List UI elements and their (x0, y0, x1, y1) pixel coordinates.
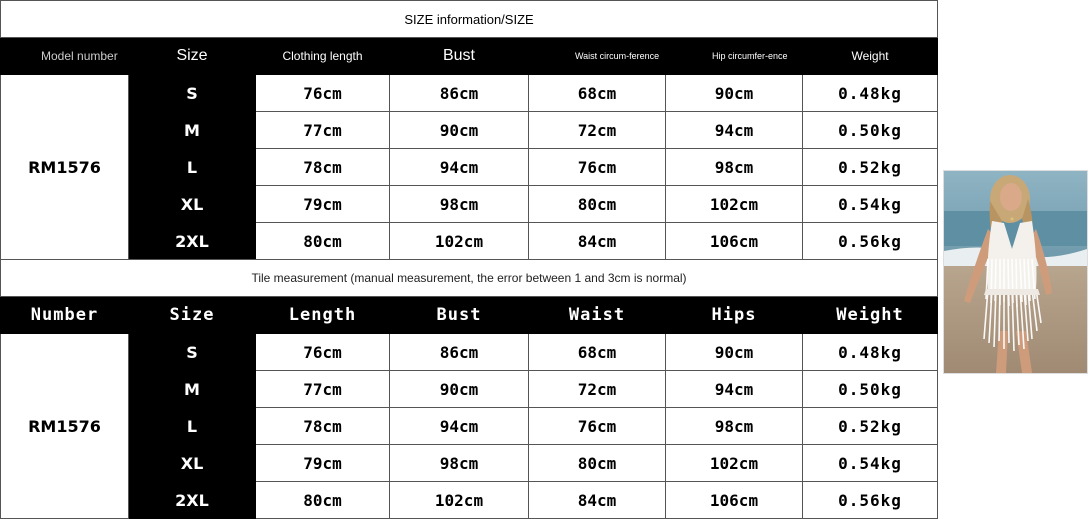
waist-cell: 72cm (529, 371, 666, 408)
waist-cell: 72cm (529, 112, 666, 149)
length-cell: 78cm (256, 408, 390, 445)
table-row (1, 445, 938, 482)
length-cell: 77cm (256, 371, 390, 408)
hip-cell: 102cm (666, 186, 803, 223)
product-photo (943, 170, 1088, 374)
waist-cell: 84cm (529, 223, 666, 260)
size-cell: L (129, 149, 256, 186)
bust-cell: 94cm (390, 408, 529, 445)
bust-cell: 102cm (390, 223, 529, 260)
model-number-cell: RM1576 (1, 334, 129, 519)
hip-cell: 106cm (666, 223, 803, 260)
length-cell: 80cm (256, 482, 390, 519)
length-cell: 77cm (256, 112, 390, 149)
weight-cell: 0.52kg (803, 149, 938, 186)
waist-cell: 76cm (529, 149, 666, 186)
weight-cell: 0.50kg (803, 371, 938, 408)
header-number: Number (1, 297, 129, 334)
weight-cell: 0.50kg (803, 112, 938, 149)
header-weight: Weight (803, 297, 938, 334)
hip-cell: 90cm (666, 334, 803, 371)
header-bust: Bust (390, 38, 529, 75)
weight-cell: 0.48kg (803, 334, 938, 371)
size-table-tile-measurement (0, 259, 938, 519)
table-header-row (1, 38, 938, 75)
table-row (1, 149, 938, 186)
table-row (1, 482, 938, 519)
header-hips: Hips (666, 297, 803, 334)
waist-cell: 80cm (529, 186, 666, 223)
length-cell: 76cm (256, 334, 390, 371)
waist-cell: 84cm (529, 482, 666, 519)
size-cell: M (129, 112, 256, 149)
size-info-title: SIZE information/SIZE (1, 1, 938, 38)
header-waist: Waist (529, 297, 666, 334)
size-cell: S (129, 75, 256, 112)
hip-cell: 98cm (666, 408, 803, 445)
table-row (1, 112, 938, 149)
waist-cell: 80cm (529, 445, 666, 482)
header-size: Size (129, 297, 256, 334)
table-row (1, 408, 938, 445)
waist-cell: 76cm (529, 408, 666, 445)
hip-cell: 90cm (666, 75, 803, 112)
header-model-number: Model number (1, 38, 129, 75)
model-number-cell: RM1576 (1, 75, 129, 260)
bust-cell: 86cm (390, 334, 529, 371)
size-table-primary (0, 0, 938, 260)
length-cell: 80cm (256, 223, 390, 260)
table-row (1, 223, 938, 260)
waist-cell: 68cm (529, 334, 666, 371)
table-row (1, 334, 938, 371)
table-header-row (1, 297, 938, 334)
table-row (1, 371, 938, 408)
header-clothing-length: Clothing length (256, 38, 390, 75)
fringe-dress-image (944, 171, 1087, 373)
bust-cell: 102cm (390, 482, 529, 519)
table-row (1, 186, 938, 223)
length-cell: 76cm (256, 75, 390, 112)
length-cell: 79cm (256, 445, 390, 482)
size-cell: S (129, 334, 256, 371)
weight-cell: 0.54kg (803, 445, 938, 482)
header-weight: Weight (803, 38, 938, 75)
size-cell: M (129, 371, 256, 408)
header-size: Size (129, 38, 256, 75)
bust-cell: 98cm (390, 186, 529, 223)
length-cell: 79cm (256, 186, 390, 223)
size-cell: XL (129, 186, 256, 223)
header-length: Length (256, 297, 390, 334)
hip-cell: 94cm (666, 112, 803, 149)
size-cell: XL (129, 445, 256, 482)
size-cell: 2XL (129, 223, 256, 260)
weight-cell: 0.52kg (803, 408, 938, 445)
weight-cell: 0.48kg (803, 75, 938, 112)
header-hip-circumference: Hip circumfer-ence (666, 38, 803, 75)
waist-cell: 68cm (529, 75, 666, 112)
bust-cell: 90cm (390, 371, 529, 408)
tile-measurement-note: Tile measurement (manual measurement, the error between 1 and 3cm is normal) (1, 260, 938, 297)
hip-cell: 102cm (666, 445, 803, 482)
header-bust: Bust (390, 297, 529, 334)
weight-cell: 0.54kg (803, 186, 938, 223)
weight-cell: 0.56kg (803, 482, 938, 519)
hip-cell: 94cm (666, 371, 803, 408)
size-cell: L (129, 408, 256, 445)
hip-cell: 106cm (666, 482, 803, 519)
bust-cell: 86cm (390, 75, 529, 112)
hip-cell: 98cm (666, 149, 803, 186)
bust-cell: 90cm (390, 112, 529, 149)
bust-cell: 94cm (390, 149, 529, 186)
bust-cell: 98cm (390, 445, 529, 482)
weight-cell: 0.56kg (803, 223, 938, 260)
header-waist-circumference: Waist circum-ference (529, 38, 666, 75)
size-cell: 2XL (129, 482, 256, 519)
length-cell: 78cm (256, 149, 390, 186)
table-row (1, 75, 938, 112)
